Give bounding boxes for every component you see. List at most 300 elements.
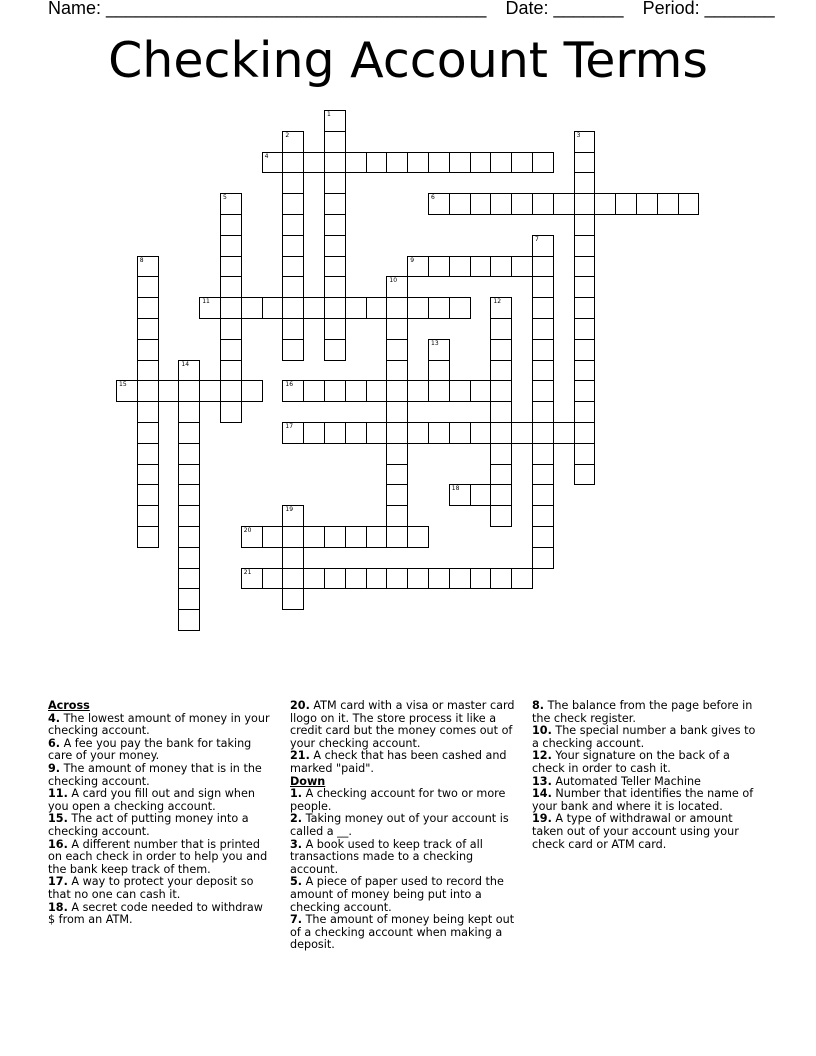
- crossword-cell[interactable]: [490, 297, 512, 319]
- crossword-cell[interactable]: [574, 152, 596, 174]
- crossword-cell[interactable]: [199, 380, 221, 402]
- crossword-cell[interactable]: [449, 152, 471, 174]
- clue-text: A different number that is printed on each check in order to help you and the bank keep track of them.: [48, 837, 268, 876]
- clue-number-label: 19.: [532, 812, 552, 826]
- crossword-cell[interactable]: [241, 297, 263, 319]
- crossword-cell[interactable]: [137, 526, 159, 548]
- date-field[interactable]: Date: _______: [505, 0, 624, 18]
- crossword-cell[interactable]: [324, 152, 346, 174]
- crossword-cell[interactable]: [324, 568, 346, 590]
- crossword-cell[interactable]: [407, 152, 429, 174]
- across-heading: Across: [48, 699, 90, 712]
- clue-number-label: 21.: [290, 749, 310, 763]
- clue-item: [290, 750, 520, 775]
- crossword-cell[interactable]: [137, 318, 159, 340]
- crossword-cell[interactable]: [470, 152, 492, 174]
- crossword-cell[interactable]: [449, 193, 471, 215]
- crossword-cell[interactable]: [262, 297, 284, 319]
- crossword-cell[interactable]: [282, 256, 304, 278]
- crossword-cell[interactable]: [428, 568, 450, 590]
- clue-number: 15: [119, 381, 127, 389]
- crossword-cell[interactable]: [574, 131, 596, 153]
- crossword-cell[interactable]: [532, 526, 554, 548]
- clue-text: Number that identifies the name of your bank and where it is located.: [532, 787, 754, 813]
- crossword-cell[interactable]: [241, 568, 263, 590]
- crossword-cell[interactable]: [574, 256, 596, 278]
- crossword-cell[interactable]: [220, 318, 242, 340]
- crossword-cell[interactable]: [574, 360, 596, 382]
- clue-number-label: 16.: [48, 837, 68, 851]
- crossword-cell[interactable]: [407, 422, 429, 444]
- clue-number-label: 17.: [48, 875, 68, 889]
- crossword-cell[interactable]: [532, 422, 554, 444]
- crossword-cell[interactable]: [386, 360, 408, 382]
- clue-text: Your signature on the back of a check in order to cash it.: [532, 749, 730, 775]
- crossword-cell[interactable]: [428, 360, 450, 382]
- period-field[interactable]: Period: _______: [642, 0, 775, 18]
- clue-number: 13: [431, 339, 439, 347]
- clue-number: 16: [285, 381, 294, 389]
- crossword-cell[interactable]: [303, 297, 325, 319]
- clue-item: [290, 914, 520, 952]
- clue-number-label: 20.: [290, 699, 310, 712]
- crossword-cell[interactable]: [345, 422, 367, 444]
- clue-number: 19: [285, 506, 294, 514]
- crossword-cell[interactable]: [345, 380, 367, 402]
- crossword-cell[interactable]: [220, 297, 242, 319]
- crossword-cell[interactable]: [137, 276, 159, 298]
- crossword-cell[interactable]: [532, 256, 554, 278]
- clue-number: 12: [493, 298, 502, 306]
- crossword-cell[interactable]: [282, 235, 304, 257]
- crossword-cell[interactable]: [532, 401, 554, 423]
- clue-item: [532, 813, 762, 851]
- crossword-cell[interactable]: [574, 380, 596, 402]
- crossword-cell[interactable]: [553, 422, 575, 444]
- clue-item: [532, 700, 762, 725]
- crossword-cell[interactable]: [470, 568, 492, 590]
- crossword-cell[interactable]: [324, 214, 346, 236]
- crossword-cell[interactable]: [282, 131, 304, 153]
- clue-text: Automated Teller Machine: [551, 774, 701, 788]
- crossword-cell[interactable]: [532, 464, 554, 486]
- crossword-cell[interactable]: [449, 256, 471, 278]
- crossword-cell[interactable]: [116, 380, 138, 402]
- crossword-cell[interactable]: [178, 505, 200, 527]
- clue-item: [532, 788, 762, 813]
- clue-number-label: 18.: [48, 900, 68, 914]
- crossword-cell[interactable]: [282, 568, 304, 590]
- crossword-cell[interactable]: [178, 380, 200, 402]
- crossword-cell[interactable]: [386, 380, 408, 402]
- crossword-cell[interactable]: [428, 256, 450, 278]
- clue-number-label: 3.: [290, 837, 303, 851]
- crossword-cell[interactable]: [366, 422, 388, 444]
- crossword-cell[interactable]: [532, 193, 554, 215]
- crossword-cell[interactable]: [532, 547, 554, 569]
- crossword-cell[interactable]: [490, 568, 512, 590]
- crossword-cell[interactable]: [137, 422, 159, 444]
- crossword-cell[interactable]: [428, 297, 450, 319]
- clues-column-1: [48, 700, 273, 927]
- crossword-cell[interactable]: [490, 256, 512, 278]
- crossword-cell[interactable]: [324, 339, 346, 361]
- crossword-cell[interactable]: [324, 110, 346, 132]
- crossword-cell[interactable]: [366, 297, 388, 319]
- crossword-cell[interactable]: [511, 568, 533, 590]
- crossword-cell[interactable]: [449, 380, 471, 402]
- crossword-cell[interactable]: [178, 547, 200, 569]
- crossword-cell[interactable]: [386, 505, 408, 527]
- crossword-cell[interactable]: [428, 380, 450, 402]
- clue-item: [48, 788, 273, 813]
- crossword-cell[interactable]: [178, 464, 200, 486]
- crossword-cell[interactable]: [282, 318, 304, 340]
- crossword-cell[interactable]: [657, 193, 679, 215]
- crossword-cell[interactable]: [199, 297, 221, 319]
- clue-item: [48, 813, 273, 838]
- clue-text: A check that has been cashed and marked "paid".: [290, 749, 507, 775]
- crossword-cell[interactable]: [178, 422, 200, 444]
- clue-text: The act of putting money into a checking account.: [48, 812, 249, 838]
- crossword-cell[interactable]: [490, 380, 512, 402]
- clue-text: The amount of money that is in the checking account.: [48, 761, 262, 788]
- clue-text: A way to protect your deposit so that no one can cash it.: [48, 875, 254, 901]
- crossword-cell[interactable]: [303, 152, 325, 174]
- crossword-cell[interactable]: [532, 152, 554, 174]
- crossword-cell[interactable]: [511, 193, 533, 215]
- clue-text: A piece of paper used to record the amount of money being put into a checking account.: [290, 875, 504, 914]
- crossword-cell[interactable]: [137, 401, 159, 423]
- crossword-cell[interactable]: [178, 609, 200, 631]
- clue-text: The special number a bank gives to a checking account.: [532, 724, 756, 750]
- clue-item: [48, 876, 273, 901]
- clue-number: 8: [139, 256, 144, 264]
- crossword-cell[interactable]: [220, 339, 242, 361]
- crossword-cell[interactable]: [324, 422, 346, 444]
- crossword-cell[interactable]: [407, 526, 429, 548]
- clue-text: A fee you pay the bank for taking care of your money.: [48, 736, 252, 763]
- crossword-cell[interactable]: [386, 297, 408, 319]
- crossword-cell[interactable]: [324, 297, 346, 319]
- crossword-cell[interactable]: [428, 152, 450, 174]
- clue-text: The amount of money being kept out of a checking account when making a deposit.: [290, 913, 515, 952]
- crossword-cell[interactable]: [137, 339, 159, 361]
- crossword-cell[interactable]: [366, 568, 388, 590]
- clue-number: 2: [285, 131, 290, 139]
- crossword-cell[interactable]: [137, 443, 159, 465]
- clue-number: 17: [285, 423, 294, 430]
- clue-number: 9: [410, 256, 415, 264]
- clue-item: [532, 750, 762, 775]
- crossword-cell[interactable]: [636, 193, 658, 215]
- crossword-cell[interactable]: [490, 422, 512, 444]
- clue-number-label: 2.: [290, 812, 303, 826]
- crossword-cell[interactable]: [574, 214, 596, 236]
- crossword-cell[interactable]: [386, 318, 408, 340]
- clue-number-label: 1.: [290, 787, 303, 801]
- clue-item: [48, 713, 273, 738]
- crossword-cell[interactable]: [137, 297, 159, 319]
- crossword-cell[interactable]: [490, 339, 512, 361]
- crossword-cell[interactable]: [428, 339, 450, 361]
- clue-item: [48, 902, 273, 927]
- crossword-cell[interactable]: [178, 484, 200, 506]
- crossword-cell[interactable]: [386, 568, 408, 590]
- clue-number-label: 14.: [532, 787, 552, 801]
- clue-number: 10: [389, 277, 398, 285]
- clue-item: [290, 700, 520, 750]
- clue-text: The lowest amount of money in your checking account.: [48, 711, 270, 738]
- crossword-cell[interactable]: [282, 505, 304, 527]
- clue-number: 21: [243, 568, 252, 576]
- crossword-cell[interactable]: [428, 193, 450, 215]
- crossword-cell[interactable]: [137, 484, 159, 506]
- crossword-cell[interactable]: [324, 172, 346, 194]
- clue-number: 4: [264, 152, 269, 160]
- crossword-cell[interactable]: [532, 297, 554, 319]
- crossword-cell[interactable]: [282, 422, 304, 444]
- crossword-cell[interactable]: [574, 464, 596, 486]
- crossword-cell[interactable]: [407, 380, 429, 402]
- crossword-cell[interactable]: [490, 464, 512, 486]
- crossword-cell[interactable]: [303, 568, 325, 590]
- crossword-cell[interactable]: [220, 380, 242, 402]
- crossword-cell[interactable]: [532, 318, 554, 340]
- crossword-cell[interactable]: [532, 235, 554, 257]
- crossword-cell[interactable]: [282, 526, 304, 548]
- crossword-cell[interactable]: [178, 568, 200, 590]
- crossword-cell[interactable]: [574, 443, 596, 465]
- crossword-cell[interactable]: [574, 339, 596, 361]
- clue-item: [532, 725, 762, 750]
- name-field[interactable]: Name: ______________________________________: [48, 0, 487, 18]
- crossword-cell[interactable]: [574, 193, 596, 215]
- crossword-cell[interactable]: [490, 152, 512, 174]
- crossword-cell[interactable]: [428, 422, 450, 444]
- crossword-cell[interactable]: [470, 256, 492, 278]
- clue-item: [290, 813, 520, 838]
- crossword-cell[interactable]: [137, 380, 159, 402]
- crossword-cell[interactable]: [532, 339, 554, 361]
- crossword-cell[interactable]: [324, 235, 346, 257]
- crossword-cell[interactable]: [490, 484, 512, 506]
- clue-text: The balance from the page before in the check register.: [532, 699, 753, 725]
- crossword-cell[interactable]: [407, 256, 429, 278]
- crossword-cell[interactable]: [262, 526, 284, 548]
- crossword-cell[interactable]: [178, 443, 200, 465]
- crossword-cell[interactable]: [282, 339, 304, 361]
- crossword-cell[interactable]: [532, 360, 554, 382]
- crossword-cell[interactable]: [511, 422, 533, 444]
- crossword-cell[interactable]: [282, 152, 304, 174]
- crossword-cell[interactable]: [594, 193, 616, 215]
- clue-number-label: 15.: [48, 812, 68, 826]
- crossword-cell[interactable]: [574, 401, 596, 423]
- clue-text: A card you fill out and sign when you open a checking account.: [48, 787, 255, 813]
- crossword-cell[interactable]: [449, 568, 471, 590]
- crossword-cell[interactable]: [470, 484, 492, 506]
- crossword-cell[interactable]: [282, 193, 304, 215]
- crossword-cell[interactable]: [220, 276, 242, 298]
- crossword-cell[interactable]: [470, 380, 492, 402]
- clue-text: A book used to keep track of all transactions made to a checking account.: [290, 837, 483, 876]
- crossword-cell[interactable]: [490, 193, 512, 215]
- crossword-cell[interactable]: [282, 276, 304, 298]
- crossword-cell[interactable]: [511, 256, 533, 278]
- page-title: Checking Account Terms: [108, 32, 708, 89]
- crossword-cell[interactable]: [345, 568, 367, 590]
- clue-number: 20: [243, 527, 252, 534]
- crossword-cell[interactable]: [137, 360, 159, 382]
- crossword-cell[interactable]: [220, 193, 242, 215]
- crossword-cell[interactable]: [303, 526, 325, 548]
- crossword-cell[interactable]: [282, 588, 304, 610]
- crossword-cell[interactable]: [532, 276, 554, 298]
- down-heading: Down: [290, 774, 326, 788]
- crossword-cell[interactable]: [386, 276, 408, 298]
- crossword-cell[interactable]: [574, 235, 596, 257]
- crossword-cell[interactable]: [324, 276, 346, 298]
- crossword-cell[interactable]: [282, 297, 304, 319]
- crossword-cell[interactable]: [324, 256, 346, 278]
- crossword-cell[interactable]: [574, 297, 596, 319]
- clue-text: A checking account for two or more people.: [290, 787, 506, 813]
- crossword-cell[interactable]: [178, 360, 200, 382]
- clue-number-label: 11.: [48, 787, 68, 801]
- clue-number: 11: [202, 298, 210, 306]
- clues-column-2: [290, 700, 520, 952]
- crossword-cell[interactable]: [241, 380, 263, 402]
- clue-item: [290, 839, 520, 877]
- crossword-cell[interactable]: [574, 318, 596, 340]
- clue-number-label: 6.: [48, 736, 61, 750]
- crossword-cell[interactable]: [490, 318, 512, 340]
- clue-number-label: 9.: [48, 761, 61, 775]
- clue-item: [48, 763, 273, 788]
- clue-number-label: 5.: [290, 875, 303, 889]
- crossword-cell[interactable]: [490, 401, 512, 423]
- clue-number: 6: [431, 194, 435, 202]
- clue-item: [48, 738, 273, 763]
- crossword-cell[interactable]: [282, 547, 304, 569]
- clue-item: [290, 788, 520, 813]
- crossword-cell[interactable]: [324, 526, 346, 548]
- crossword-cell[interactable]: [449, 422, 471, 444]
- crossword-cell[interactable]: [407, 297, 429, 319]
- crossword-cell[interactable]: [137, 505, 159, 527]
- crossword-cell[interactable]: [449, 297, 471, 319]
- crossword-cell[interactable]: [407, 568, 429, 590]
- clue-number: 14: [181, 360, 190, 368]
- crossword-cell[interactable]: [220, 256, 242, 278]
- crossword-cell[interactable]: [449, 484, 471, 506]
- crossword-cell[interactable]: [386, 339, 408, 361]
- clue-number-label: 13.: [532, 774, 552, 788]
- crossword-cell[interactable]: [178, 401, 200, 423]
- crossword-cell[interactable]: [241, 526, 263, 548]
- crossword-cell[interactable]: [490, 443, 512, 465]
- crossword-cell[interactable]: [303, 422, 325, 444]
- crossword-cell[interactable]: [574, 422, 596, 444]
- crossword-cell[interactable]: [386, 422, 408, 444]
- clue-text: A secret code needed to withdraw $ from an ATM.: [48, 900, 263, 927]
- crossword-cell[interactable]: [574, 172, 596, 194]
- crossword-cell[interactable]: [386, 401, 408, 423]
- crossword-cell[interactable]: [532, 380, 554, 402]
- crossword-cell[interactable]: [282, 380, 304, 402]
- crossword-cell[interactable]: [532, 443, 554, 465]
- crossword-cell[interactable]: [366, 152, 388, 174]
- crossword-cell[interactable]: [324, 193, 346, 215]
- crossword-cell[interactable]: [470, 193, 492, 215]
- crossword-cell[interactable]: [470, 422, 492, 444]
- clue-number-label: 4.: [48, 711, 61, 725]
- crossword-cell[interactable]: [220, 401, 242, 423]
- crossword-cell[interactable]: [386, 464, 408, 486]
- clue-number: 3: [576, 131, 581, 139]
- crossword-cell[interactable]: [615, 193, 637, 215]
- clue-number: 1: [327, 111, 331, 118]
- clue-item: [290, 876, 520, 914]
- clue-number-label: 7.: [290, 913, 303, 927]
- crossword-cell[interactable]: [137, 464, 159, 486]
- crossword-cell[interactable]: [324, 318, 346, 340]
- crossword-cell[interactable]: [282, 172, 304, 194]
- crossword-cell[interactable]: [220, 360, 242, 382]
- crossword-cell[interactable]: [386, 443, 408, 465]
- crossword-cell[interactable]: [678, 193, 700, 215]
- crossword-cell[interactable]: [137, 256, 159, 278]
- clue-number: 5: [223, 194, 227, 202]
- crossword-cell[interactable]: [178, 588, 200, 610]
- clue-number: 7: [535, 235, 539, 243]
- crossword-cell[interactable]: [490, 505, 512, 527]
- crossword-cell[interactable]: [574, 276, 596, 298]
- clue-text: Taking money out of your account is called a __.: [290, 812, 509, 838]
- crossword-cell[interactable]: [158, 380, 180, 402]
- clue-number-label: 8.: [532, 699, 545, 712]
- crossword-cell[interactable]: [553, 193, 575, 215]
- crossword-cell[interactable]: [345, 526, 367, 548]
- clue-text: A type of withdrawal or amount taken out of your account using your check card or ATM card.: [532, 812, 739, 851]
- crossword-cell[interactable]: [366, 526, 388, 548]
- crossword-cell[interactable]: [220, 235, 242, 257]
- crossword-cell[interactable]: [324, 131, 346, 153]
- crossword-cell[interactable]: [366, 380, 388, 402]
- crossword-cell[interactable]: [532, 484, 554, 506]
- crossword-cell[interactable]: [345, 152, 367, 174]
- crossword-cell[interactable]: [386, 526, 408, 548]
- crossword-cell[interactable]: [262, 568, 284, 590]
- crossword-cell[interactable]: [386, 152, 408, 174]
- clue-item: [48, 839, 273, 877]
- crossword-cell[interactable]: [324, 380, 346, 402]
- crossword-cell[interactable]: [386, 484, 408, 506]
- crossword-cell[interactable]: [178, 526, 200, 548]
- crossword-cell[interactable]: [345, 297, 367, 319]
- crossword-cell[interactable]: [220, 214, 242, 236]
- clue-number-label: 12.: [532, 749, 552, 763]
- crossword-cell[interactable]: [262, 152, 284, 174]
- crossword-cell[interactable]: [511, 152, 533, 174]
- clue-text: ATM card with a visa or master card llogo on it. The store process it like a credit card but the money comes out of your checking account.: [290, 699, 515, 750]
- clues-column-3: [532, 700, 762, 851]
- crossword-cell[interactable]: [490, 360, 512, 382]
- crossword-cell[interactable]: [532, 505, 554, 527]
- crossword-cell[interactable]: [282, 214, 304, 236]
- crossword-cell[interactable]: [303, 380, 325, 402]
